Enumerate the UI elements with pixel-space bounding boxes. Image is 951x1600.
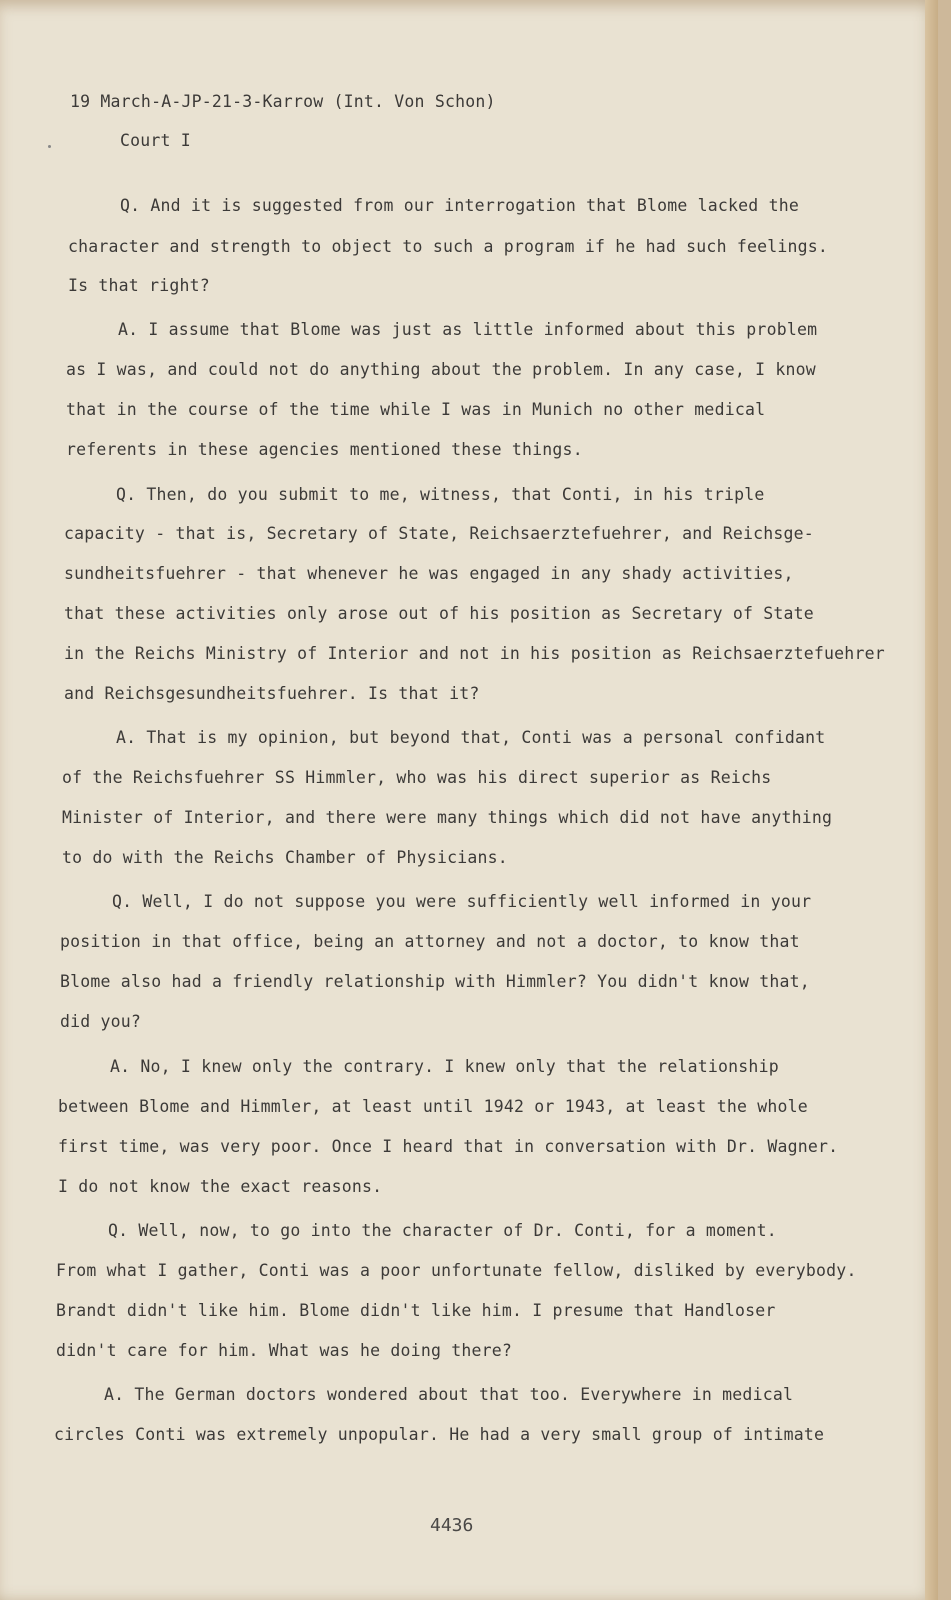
text-line: Q. Well, now, to go into the character of Dr. Conti, for a moment.: [108, 1221, 777, 1240]
text-line: A. That is my opinion, but beyond that, Conti was a personal confidant: [116, 728, 826, 747]
text-line: between Blome and Himmler, at least until 1942 or 1943, at least the whole: [58, 1097, 808, 1116]
text-line: that these activities only arose out of his position as Secretary of State: [64, 604, 814, 623]
paper-speck: [48, 145, 51, 148]
text-line: Brandt didn't like him. Blome didn't like him. I presume that Handloser: [56, 1301, 776, 1320]
text-line: A. No, I knew only the contrary. I knew only that the relationship: [110, 1057, 779, 1076]
text-line: A. The German doctors wondered about that too. Everywhere in medical: [104, 1385, 794, 1404]
text-line: Is that right?: [68, 276, 210, 295]
text-line: capacity - that is, Secretary of State, Reichsaerztefuehrer, and Reichsge-: [64, 524, 814, 543]
text-line: did you?: [60, 1012, 142, 1031]
text-line: didn't care for him. What was he doing there?: [56, 1341, 513, 1360]
page-number: 4436: [430, 1515, 474, 1536]
text-line: referents in these agencies mentioned these things.: [66, 440, 583, 459]
text-line: position in that office, being an attorney and not a doctor, to know that: [60, 932, 800, 951]
text-line: to do with the Reichs Chamber of Physicians.: [62, 848, 508, 867]
page-edge: [925, 0, 938, 1600]
text-line: as I was, and could not do anything about the problem. In any case, I know: [66, 360, 816, 379]
text-line: that in the course of the time while I was in Munich no other medical: [66, 400, 766, 419]
text-line: I do not know the exact reasons.: [58, 1177, 383, 1196]
text-line: first time, was very poor. Once I heard that in conversation with Dr. Wagner.: [58, 1137, 839, 1156]
text-line: Minister of Interior, and there were many things which did not have anything: [62, 808, 833, 827]
text-line: in the Reichs Ministry of Interior and not in his position as Reichsaerztefuehrer: [64, 644, 885, 663]
text-line: character and strength to object to such a program if he had such feelings.: [68, 237, 829, 256]
text-line: Q. And it is suggested from our interrogation that Blome lacked the: [120, 196, 799, 215]
text-line: Blome also had a friendly relationship with Himmler? You didn't know that,: [60, 972, 810, 991]
text-line: and Reichsgesundheitsfuehrer. Is that it?: [64, 684, 480, 703]
text-line: of the Reichsfuehrer SS Himmler, who was his direct superior as Reichs: [62, 768, 772, 787]
text-line: A. I assume that Blome was just as little informed about this problem: [118, 320, 818, 339]
text-line: circles Conti was extremely unpopular. He had a very small group of intimate: [54, 1425, 825, 1444]
header-title: 19 March-A-JP-21-3-Karrow (Int. Von Schon): [70, 92, 496, 111]
text-line: From what I gather, Conti was a poor unfortunate fellow, disliked by everybody.: [56, 1261, 857, 1280]
text-line: Q. Well, I do not suppose you were sufficiently well informed in your: [112, 892, 812, 911]
court-label: Court I: [120, 131, 191, 150]
text-line: sundheitsfuehrer - that whenever he was engaged in any shady activities,: [64, 564, 794, 583]
text-line: Q. Then, do you submit to me, witness, that Conti, in his triple: [116, 485, 765, 504]
